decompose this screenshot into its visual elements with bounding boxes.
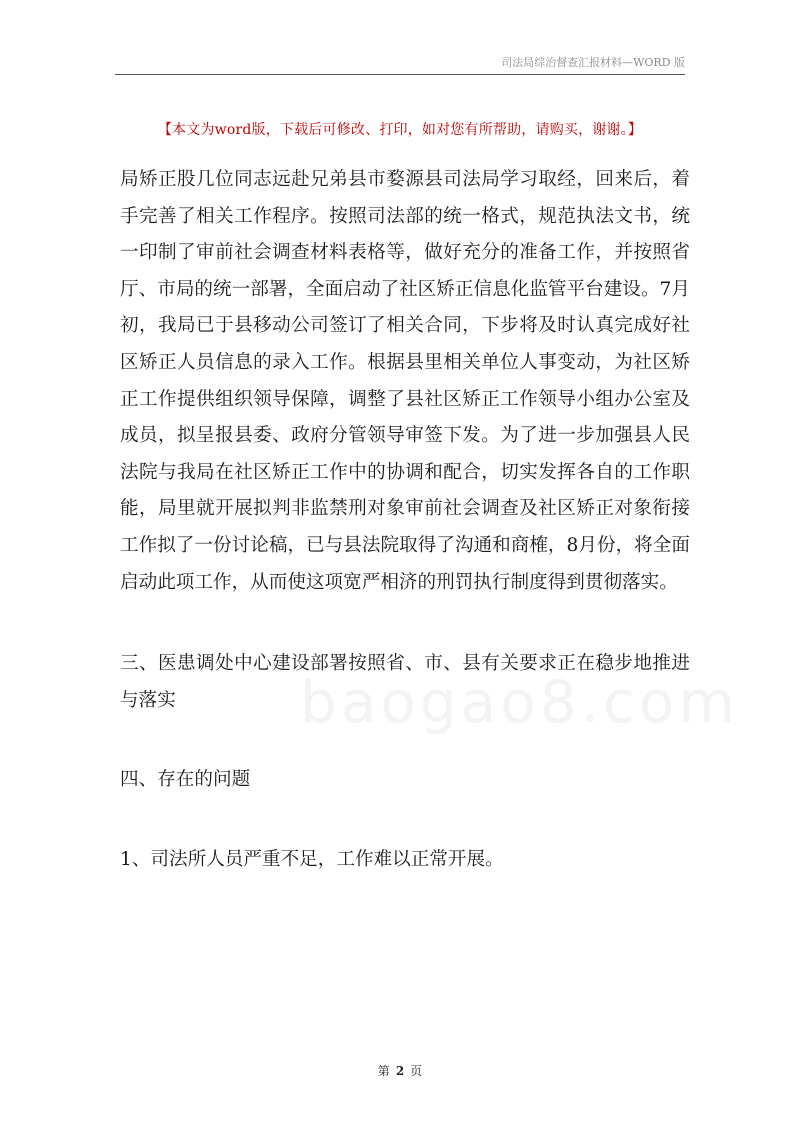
footer-suffix: 页	[410, 1064, 423, 1078]
purchase-notice: 【本文为word版，下载后可修改、打印，如对您有所帮助，请购买，谢谢。】	[157, 122, 643, 138]
document-body	[120, 162, 690, 879]
header-title: 司法局综治督查汇报材料—WORD 版	[501, 56, 685, 69]
page-footer	[0, 1062, 800, 1079]
footer-prefix: 第	[377, 1064, 390, 1078]
page-number: 2	[395, 1064, 405, 1078]
page-header	[115, 50, 685, 75]
section-heading-4: 四、存在的问题	[120, 769, 251, 791]
watermark: baogao8.com	[300, 668, 739, 736]
section-heading-3: 三、医患调处中心建设部署按照省、市、县有关要求正在稳步地推进与落实	[120, 653, 690, 711]
problem-item-1: 1、司法所人员严重不足，工作难以正常开展。	[120, 848, 504, 870]
body-paragraph: 局矫正股几位同志远赴兄弟县市婺源县司法局学习取经，回来后，着手完善了相关工作程序。按照司法部的统一格式，规范执法文书，统一印制了审前社会调查材料表格等，做好充分的准备工作，并按照省厅、市局的统一部署，全面启动了社区矫正信息化监管平台建设。7月初，我局已于县移动公司签订了相关合同，下步将及时认真完成好社区矫正人员信息的录入工作。根据县里相关单位人事变动，为社区矫正工作提供组织领导保障，调整了县社区矫正工作领导小组办公室及成员，拟呈报县委、政府分管领导审签下发。为了进一步加强县人民法院与我局在社区矫正工作中的协调和配合，切实发挥各自的工作职能，局里就开展拟判非监禁刑对象审前社会调查及社区矫正对象衔接工作拟了一份讨论稿，已与县法院取得了沟通和商榷，8月份，将全面启动此项工作，从而使这项宽严相济的刑罚执行制度得到贯彻落实。	[120, 169, 690, 593]
